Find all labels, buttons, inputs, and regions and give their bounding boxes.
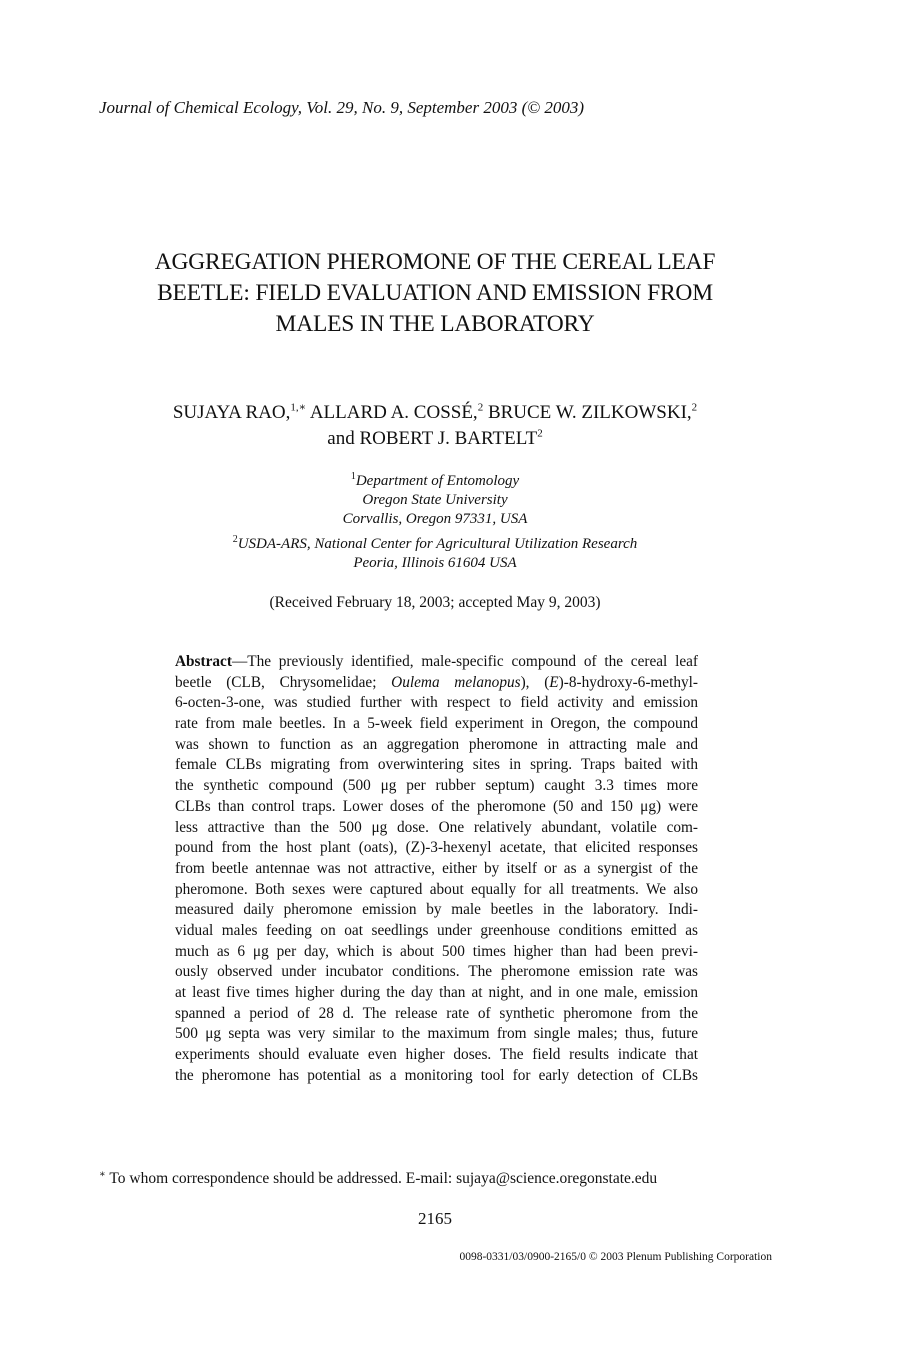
abstract-line: ously observed under incubator conditions. The pheromone emission rate was <box>175 963 698 981</box>
title-line: MALES IN THE LABORATORY <box>275 311 595 337</box>
author-affil-marker: 2 <box>537 427 543 440</box>
abstract-line: female CLBs migrating from overwintering sites in spring. Traps baited with <box>175 756 698 774</box>
abstract-line: pound from the host plant (oats), (Z)-3-hexenyl acetate, that elicited responses <box>175 839 698 857</box>
paper-title <box>100 247 770 340</box>
affiliation-marker: 1 <box>350 471 356 482</box>
abstract-line: at least five times higher during the day than at night, and in one male, emission <box>175 984 698 1001</box>
author-name: and ROBERT J. BARTELT <box>327 428 538 449</box>
abstract-line: pheromone. Both sexes were captured about equally for all treatments. We also <box>175 880 698 898</box>
affiliation-line: Oregon State University <box>362 492 508 508</box>
abstract-line: rate from male beetles. In a 5-week field experiment in Oregon, the compound <box>175 715 698 733</box>
author-affil-marker: 2 <box>691 401 698 414</box>
abstract-text: beetle (CLB, Chrysomelidae; <box>175 673 392 691</box>
author-name: BRUCE W. ZILKOWSKI, <box>483 402 692 423</box>
abstract-label: Abstract <box>175 653 232 670</box>
author-line-2 <box>100 426 770 452</box>
footnote-marker: ∗ <box>99 1168 106 1180</box>
journal-citation: Journal of Chemical Ecology, Vol. 29, No. 9, September 2003 (© 2003) <box>99 98 585 117</box>
abstract-line: measured daily pheromone emission by male beetles in the laboratory. Indi- <box>175 901 698 919</box>
abstract-line: much as 6 μg per day, which is about 500 times higher than had been previ- <box>175 942 698 960</box>
abstract-line: experiments should evaluate even higher doses. The field results indicate that <box>175 1046 698 1064</box>
title-line: BEETLE: FIELD EVALUATION AND EMISSION FROM <box>157 280 713 306</box>
author-list <box>100 400 770 452</box>
abstract-text: ), ( <box>520 673 550 691</box>
abstract-line: spanned a period of 28 d. The release rate of synthetic pheromone from the <box>175 1004 698 1022</box>
author-name: ALLARD A. COSSÉ, <box>306 402 478 423</box>
abstract-line: 6-octen-3-one, was studied further with respect to field activity and emission <box>175 694 698 712</box>
title-line: AGGREGATION PHEROMONE OF THE CEREAL LEAF <box>154 249 716 275</box>
author-affil-marker: 1,∗ <box>290 401 307 414</box>
affiliation-marker: 2 <box>232 534 238 545</box>
abstract-text: )-8-hydroxy-6-methyl- <box>558 673 698 691</box>
affiliation-text: Department of Entomology <box>355 473 520 489</box>
affiliation-line: Peoria, Illinois 61604 USA <box>353 555 517 571</box>
affiliation-line <box>100 535 770 554</box>
isomer-label: E <box>549 673 559 691</box>
correspondence-footnote <box>99 1170 657 1188</box>
abstract-line: was shown to function as an aggregation pheromone in attracting male and <box>175 735 698 753</box>
affiliation-line: Corvallis, Oregon 97331, USA <box>342 511 528 527</box>
abstract-line: less attractive than the 500 μg dose. One relatively abundant, volatile com- <box>175 818 698 836</box>
abstract-line <box>175 673 698 694</box>
copyright-line: 0098-0331/03/0900-2165/0 © 2003 Plenum Publishing Corporation <box>459 1251 772 1263</box>
affiliation-1 <box>100 472 770 529</box>
abstract-line <box>175 652 698 673</box>
page-number: 2165 <box>418 1209 452 1228</box>
abstract-line: from beetle antennae was not attractive, either by itself or as a synergist of the <box>175 859 698 877</box>
species-name: Oulema melanopus <box>391 673 521 691</box>
abstract-text: —The previously identified, male-specific compound of the cereal leaf <box>231 653 698 670</box>
abstract-line: the pheromone has potential as a monitoring tool for early detection of CLBs <box>175 1066 698 1084</box>
author-name: SUJAYA RAO, <box>172 402 291 423</box>
abstract-line: 500 μg septa was very similar to the maximum from single males; thus, future <box>175 1025 698 1043</box>
affiliation-text: USDA-ARS, National Center for Agricultural Utilization Research <box>237 536 638 552</box>
abstract <box>175 652 698 1086</box>
affiliation-line <box>100 472 770 491</box>
abstract-line: vidual males feeding on oat seedlings under greenhouse conditions emitted as <box>175 921 698 939</box>
abstract-line: CLBs than control traps. Lower doses of the pheromone (50 and 150 μg) were <box>175 797 698 815</box>
author-line-1 <box>100 400 770 426</box>
affiliation-2 <box>100 535 770 573</box>
footnote-text: To whom correspondence should be addressed. E-mail: sujaya@science.oregonstate.edu <box>105 1170 658 1187</box>
received-dates: (Received February 18, 2003; accepted May 9, 2003) <box>269 594 601 611</box>
author-affil-marker: 2 <box>477 401 484 414</box>
abstract-line: the synthetic compound (500 μg per rubber septum) caught 3.3 times more <box>175 777 698 795</box>
